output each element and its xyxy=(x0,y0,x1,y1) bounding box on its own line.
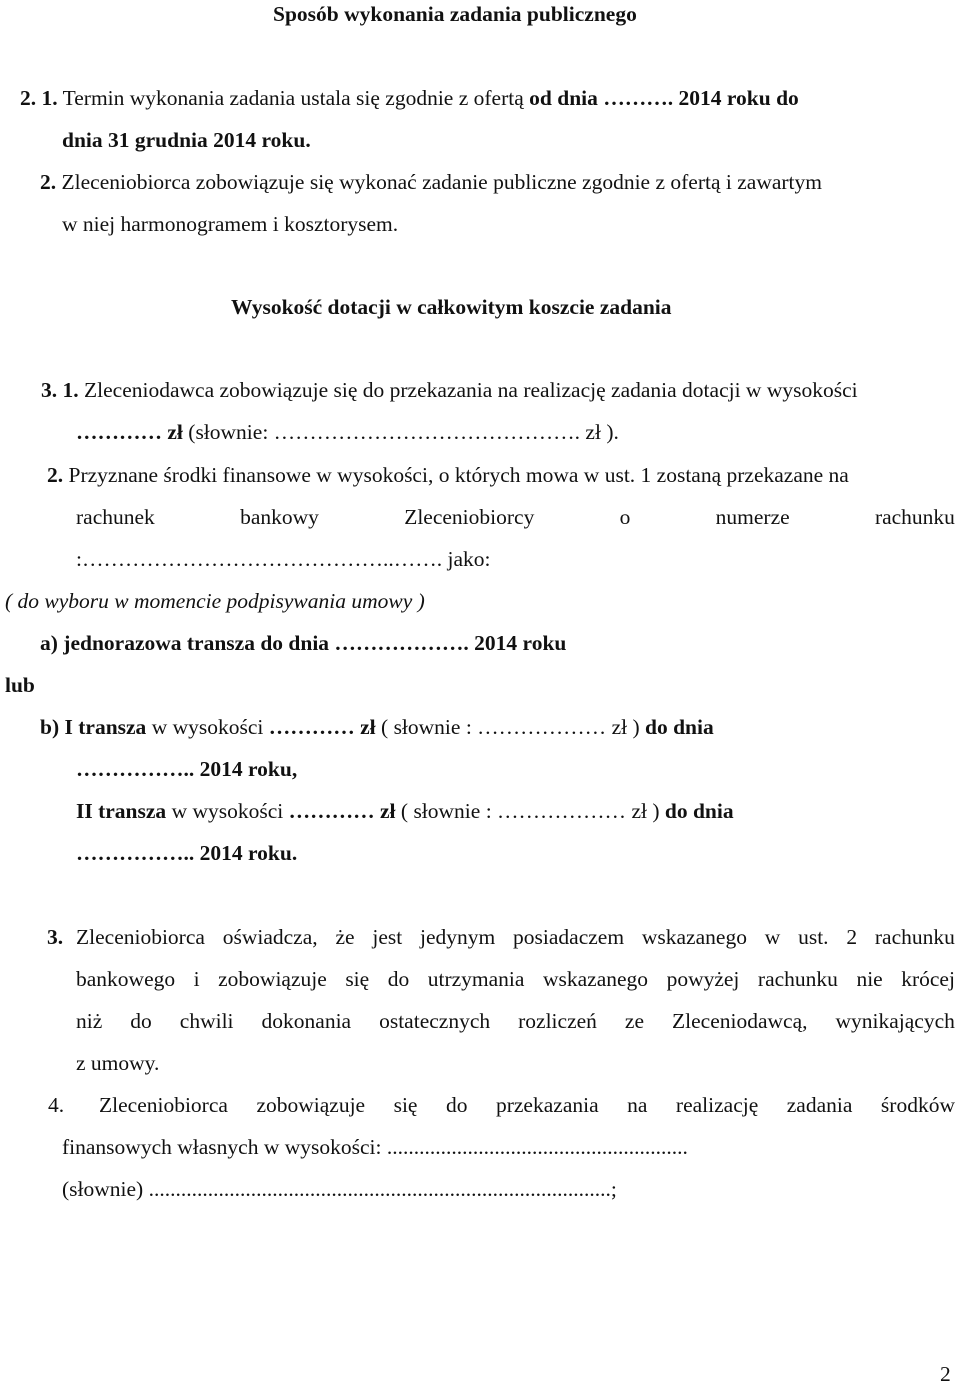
para-3-3-line4: z umowy. xyxy=(76,1051,160,1075)
word: się xyxy=(393,1093,418,1117)
word: bankowego xyxy=(76,967,176,991)
word: oświadcza, xyxy=(222,925,318,949)
word: przekazania xyxy=(495,1093,599,1117)
tranche-currency: zł ) xyxy=(611,715,640,739)
para-text: Termin wykonania zadania ustala się zgodnie z ofertą xyxy=(62,86,524,110)
word: wskazanego xyxy=(641,925,747,949)
word: Zleceniobiorca xyxy=(76,925,205,949)
word: do xyxy=(387,967,410,991)
para-3-2 xyxy=(47,465,849,487)
word: o xyxy=(619,505,631,529)
para-text: Zleceniobiorca zobowiązuje się wykonać zadanie publiczne zgodnie z ofertą i zawartym xyxy=(61,170,822,194)
para-2-1-cont: dnia 31 grudnia 2014 roku. xyxy=(62,128,311,152)
para-number: 2. xyxy=(40,170,57,194)
word: zadania xyxy=(786,1093,853,1117)
word: ze xyxy=(624,1009,644,1033)
para-number: 3. xyxy=(47,925,64,949)
word: rachunek xyxy=(76,505,155,529)
word: się xyxy=(345,967,370,991)
word: niż xyxy=(76,1009,103,1033)
para-3-4-line2: finansowych własnych w wysokości: ........................................................ xyxy=(62,1135,688,1159)
section-heading: Wysokość dotacji w całkowitym koszcie zadania xyxy=(231,295,672,319)
word: numerze xyxy=(715,505,790,529)
para-3-2-cont xyxy=(76,507,955,529)
para-3-4-line3: (słownie) ......................................................................................; xyxy=(62,1177,617,1201)
option-a: a) jednorazowa transza do dnia ………………. 2014 roku xyxy=(40,631,567,655)
option-b-second-date: …………….. 2014 roku. xyxy=(76,841,298,865)
tranche-amount: ………… zł xyxy=(268,715,376,739)
word: wynikających xyxy=(835,1009,955,1033)
para-3-3-line3 xyxy=(76,1011,955,1033)
word: rachunku xyxy=(874,505,955,529)
tranche-words: ( słownie : ……………… xyxy=(381,715,607,739)
para-date: od dnia ………. 2014 roku do xyxy=(529,86,799,110)
word: ust. xyxy=(798,925,829,949)
word: w xyxy=(764,925,781,949)
tranche-amount-label: w wysokości xyxy=(171,799,284,823)
tranche-words: ( słownie : ……………… xyxy=(400,799,627,823)
word: rachunku xyxy=(874,925,955,949)
word: jest xyxy=(372,925,403,949)
tranche-date-label: do dnia xyxy=(664,799,734,823)
para-3-1-cont xyxy=(76,422,619,444)
word: realizację xyxy=(675,1093,759,1117)
para-number: 4. xyxy=(48,1093,65,1117)
para-text: Zleceniodawca zobowiązuje się do przekazania na realizację zadania dotacji w wysokości xyxy=(84,378,858,402)
para-number: 3. 1. xyxy=(41,378,79,402)
tranche-amount: ………… zł xyxy=(288,799,396,823)
option-label: b) xyxy=(40,715,60,739)
amount-dots: ………… zł xyxy=(76,420,183,444)
option-separator: lub xyxy=(5,673,35,697)
word: rachunku xyxy=(757,967,838,991)
page-title: Sposób wykonania zadania publicznego xyxy=(273,2,637,26)
tranche-date-label: do dnia xyxy=(645,715,714,739)
word: Zleceniobiorcy xyxy=(404,505,535,529)
choice-note: ( do wyboru w momencie podpisywania umowy ) xyxy=(5,589,425,613)
option-b-first-date: …………….. 2014 roku, xyxy=(76,757,298,781)
word: chwili xyxy=(179,1009,234,1033)
para-3-4-line1 xyxy=(99,1095,955,1117)
word: do xyxy=(130,1009,152,1033)
word: utrzymania xyxy=(427,967,525,991)
option-b-second xyxy=(76,801,734,823)
para-text: Przyznane środki finansowe w wysokości, o których mowa w ust. 1 zostaną przekazane na xyxy=(68,463,849,487)
word: do xyxy=(445,1093,468,1117)
word: zobowiązuje xyxy=(256,1093,366,1117)
tranche-currency: zł ) xyxy=(631,799,660,823)
word: jedynym xyxy=(420,925,496,949)
para-3-3-line2 xyxy=(76,969,955,991)
word: bankowy xyxy=(240,505,319,529)
word: i xyxy=(193,967,200,991)
word: Zleceniobiorca xyxy=(99,1093,228,1117)
para-2-2 xyxy=(40,172,822,194)
option-b-first xyxy=(40,717,714,739)
word: powyżej xyxy=(666,967,740,991)
para-3-3-line1 xyxy=(76,927,955,949)
para-2-2-cont: w niej harmonogramem i kosztorysem. xyxy=(62,212,399,236)
word: wskazanego xyxy=(542,967,649,991)
word: Zleceniodawcą, xyxy=(672,1009,808,1033)
word: 2 xyxy=(846,925,858,949)
word: krócej xyxy=(901,967,955,991)
word: że xyxy=(335,925,355,949)
word: dokonania xyxy=(261,1009,352,1033)
tranche-amount-label: w wysokości xyxy=(151,715,264,739)
word: ostatecznych xyxy=(379,1009,491,1033)
word: zobowiązuje xyxy=(218,967,327,991)
para-2-1 xyxy=(20,88,799,110)
word: posiadaczem xyxy=(513,925,625,949)
tranche-label: II transza xyxy=(76,799,167,823)
amount-words: (słownie: ……………………………………. zł ). xyxy=(188,420,619,444)
word: nie xyxy=(856,967,883,991)
tranche-label: I transza xyxy=(64,715,147,739)
page-number: 2 xyxy=(940,1362,951,1386)
para-3-1 xyxy=(41,380,858,402)
account-number-line: :……………………………………..……. jako: xyxy=(76,547,491,571)
word: środków xyxy=(880,1093,955,1117)
word: rozliczeń xyxy=(518,1009,597,1033)
para-number: 2. 1. xyxy=(20,86,58,110)
word: na xyxy=(627,1093,648,1117)
para-number: 2. xyxy=(47,463,64,487)
